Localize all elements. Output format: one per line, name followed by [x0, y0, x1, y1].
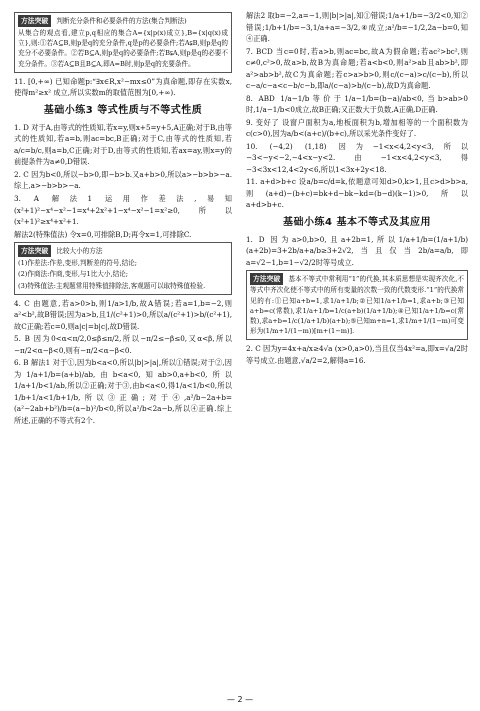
answer-s3-10: 10. (−4,2) (1,18) 因为−1<x<4,2<y<3,所以−3<−y<−2,−4<x−y<2.由−1<x<4,2<y<3,得−3<3x<12,4<2y<6,所以1<3x+2y<18.	[246, 141, 468, 174]
answer-11: 11. [0,+∞) 已知命题p:“∃x∈R,x²−mx≤0”为真命题,即存在实数x,使得m²≥x² 成立,所以实数m的取值范围为[0,+∞).	[14, 76, 232, 98]
method-title: 比较大小的方法	[56, 247, 103, 256]
answer-s3-8: 8. ABD 1/a−1/b等价于1/a−1/b=(b−a)/ab<0,当b>ab>0时,1/a−1/b<0成立,故B正确;又正数大于负数,A正确,D正确.	[246, 93, 468, 115]
method-box-conditions	[14, 12, 232, 73]
page-number: — 2 —	[226, 695, 254, 705]
section-title-3: 基础小练3 等式性质与不等式性质	[43, 104, 203, 116]
answer-s3-5: 5. B 因为0<α<π/2,0≤β≤π/2,所以−π/2≤−β≤0,又α<β,所以−π/2<α−β<0,则有−π/2<α−β<0.	[14, 334, 232, 355]
section-title-4: 基础小练4 基本不等式及其应用	[283, 216, 431, 228]
method-box-header	[18, 15, 228, 27]
answer-s3-3a: 3. A 解法1 运用作差法,易知(x²+1)²−x⁴−x²−1=x⁴+2x²+1−x⁴−x²−1=x²≥0,所以(x²+1)²≥x⁴+x²+1.	[14, 194, 232, 227]
answer-s4-2: 2. C 因为y=4x+a/x≥4√a (x>0,a>0),当且仅当4x²=a,即x=√a/2时等号成立.由题意,√a/2=2,解得a=16.	[246, 344, 468, 365]
method-box-substitution	[246, 270, 468, 340]
method-title: 判断充分条件和必要条件的方法(集合判断法)	[56, 17, 187, 25]
method-body: 从集合的观点看,建立p,q相应的集合A={x|p(x)成立},B={x|q(x)成立},则:①若A⊆B,则p是q的充分条件,q是p的必要条件;若A⫋B,则p是q的充分不必要条件。②若B⊆A,则p是q的必要条件;若B⫋A,则p是q的必要不充分条件。③若A⊆B且B⊆A,即A=B时,则p是q的充要条件。	[18, 29, 228, 68]
answer-s3-4: 4. C 由题意,若a>0>b,则1/a>1/b,故A错误;若a=1,b=−2,则a²<b²,故B错误;因为a>b,且1/(c²+1)>0,所以a/(c²+1)>b/(c²+1),故C正确;若c=0,则a|c|=b|c|,故D错误.	[14, 298, 232, 331]
method-item: (3)特殊值法:主观题常用特殊值排除法,客观题可以取特殊值检验.	[18, 281, 206, 290]
method-box-compare	[14, 242, 232, 295]
left-column	[14, 10, 232, 427]
right-column	[246, 10, 468, 367]
answer-s3-1: 1. D 对于A,由等式的性质知,若x=y,则x+5=y+5,A正确;对于B,由等式的性质知,若a=b,则ac=bc,B正确;对于C,由等式的性质知,若a/c=b/c,则a=b,C正确;对于D,由等式的性质知,若ax=ay,则x=y的前提条件为a≠0,D错误.	[14, 122, 232, 167]
method-body: 基本不等式中常利用“1”的代换,其本质思想是实现齐次化,不等式中齐次化使不等式中的所有变量的次数一致的代数变形.“1”的代换常见的有:①已知a+b=1,求1/a+1/b;②已知1/a+1/b=1,求a+b;③已知a+b=c(常数),求1/a+1/b=1/c(a+b)(1/a+1/b);④已知1/a+1/b=c(常数),求a+b=1/c(1/a+1/b)(a+b);⑤已知m+n=1,求1/m+1/(1−m)可变形为(1/m+1/(1−m))[m+(1−m)].	[250, 275, 464, 336]
method-item: (2)作商法:作商,变形,与1比大小,结论;	[18, 270, 128, 279]
answer-s3-6b: 解法2 取b=−2,a=−1,则|b|>|a|,知①错误;1/a+1/b=−3/2<0,知②错误;1/b+1/b=−3,1/a+a=−3/2,④成立;a²/b=−1/2,2a−b=0,知④正确.	[246, 11, 468, 44]
method-item: (1)作差法:作差,变形,判断差的符号,结论;	[18, 259, 137, 268]
method-tag: 方法突破	[18, 15, 51, 27]
answer-s3-2: 2. C 因为b<0,所以−b>0,即−b>b.又a+b>0,所以a>−b>b>−a.综上,a>−b>b>−a.	[14, 169, 232, 191]
answer-s3-7: 7. BCD 当c=0时,若a>b,则ac=bc,故A为假命题;若ac²>bc²,则c≠0,c²>0,故a>b,故B为真命题;若a<b<0,则a²>ab且ab>b²,即a²>ab>b²,故C为真命题;若c>a>b>0,则c/(c−a)>c/(c−b),所以c−a/c−a<c−b/c−b,即a/(c−a)>b/(c−b),故D为真命题.	[246, 46, 468, 91]
method-tag: 方法突破	[18, 245, 51, 257]
method-box-header	[18, 245, 228, 257]
answer-s4-1: 1. D 因为a>0,b>0,且a+2b=1,所以1/a+1/b=(1/a+1/b)(a+2b)=3+2b/a+a/b≥3+2√2,当且仅当2b/a=a/b,即a=√2−1,b=1−√2/2时等号成立.	[246, 234, 468, 267]
answer-s3-9: 9. 变好了 设窗户面积为a,地板面积为b,增加相等的一个面积数为c(c>0),因为a/b<(a+c)/(b+c),所以采光条件变好了.	[246, 117, 468, 139]
answer-s3-11: 11. a+d>b+c 设a/b=c/d=k,依题意可知d>0,k>1,且c>d>b>a,则(a+d)−(b+c)=bk+d−bk−kd=(b−d)(k−1)>0,所以a+d>b+c.	[246, 177, 468, 210]
answer-s3-6: 6. B 解法1 对于①,因为b<a<0,所以|b|>|a|,所以①错误;对于②,因为1/a+1/b=(a+b)/ab,由b<a<0,知ab>0,a+b<0,所以1/a+1/b<1/ab,所以②正确;对于③,由b<a<0,得1/a<1/b<0,所以1/b+1/a<1/b+1/b,所以③正确;对于④,a²/b−2a+b=(a²−2ab+b²)/b=(a−b)²/b<0,所以a²/b<2a−b,所以④正确.综上所述,正确的不等式有2个.	[14, 358, 232, 425]
answer-s3-3b: 解法2(特殊值法) 令x=0,可排除B,D;再令x=1,可排除C.	[14, 229, 192, 239]
method-box-body	[250, 273, 464, 336]
method-tag: 方法突破	[250, 273, 283, 285]
